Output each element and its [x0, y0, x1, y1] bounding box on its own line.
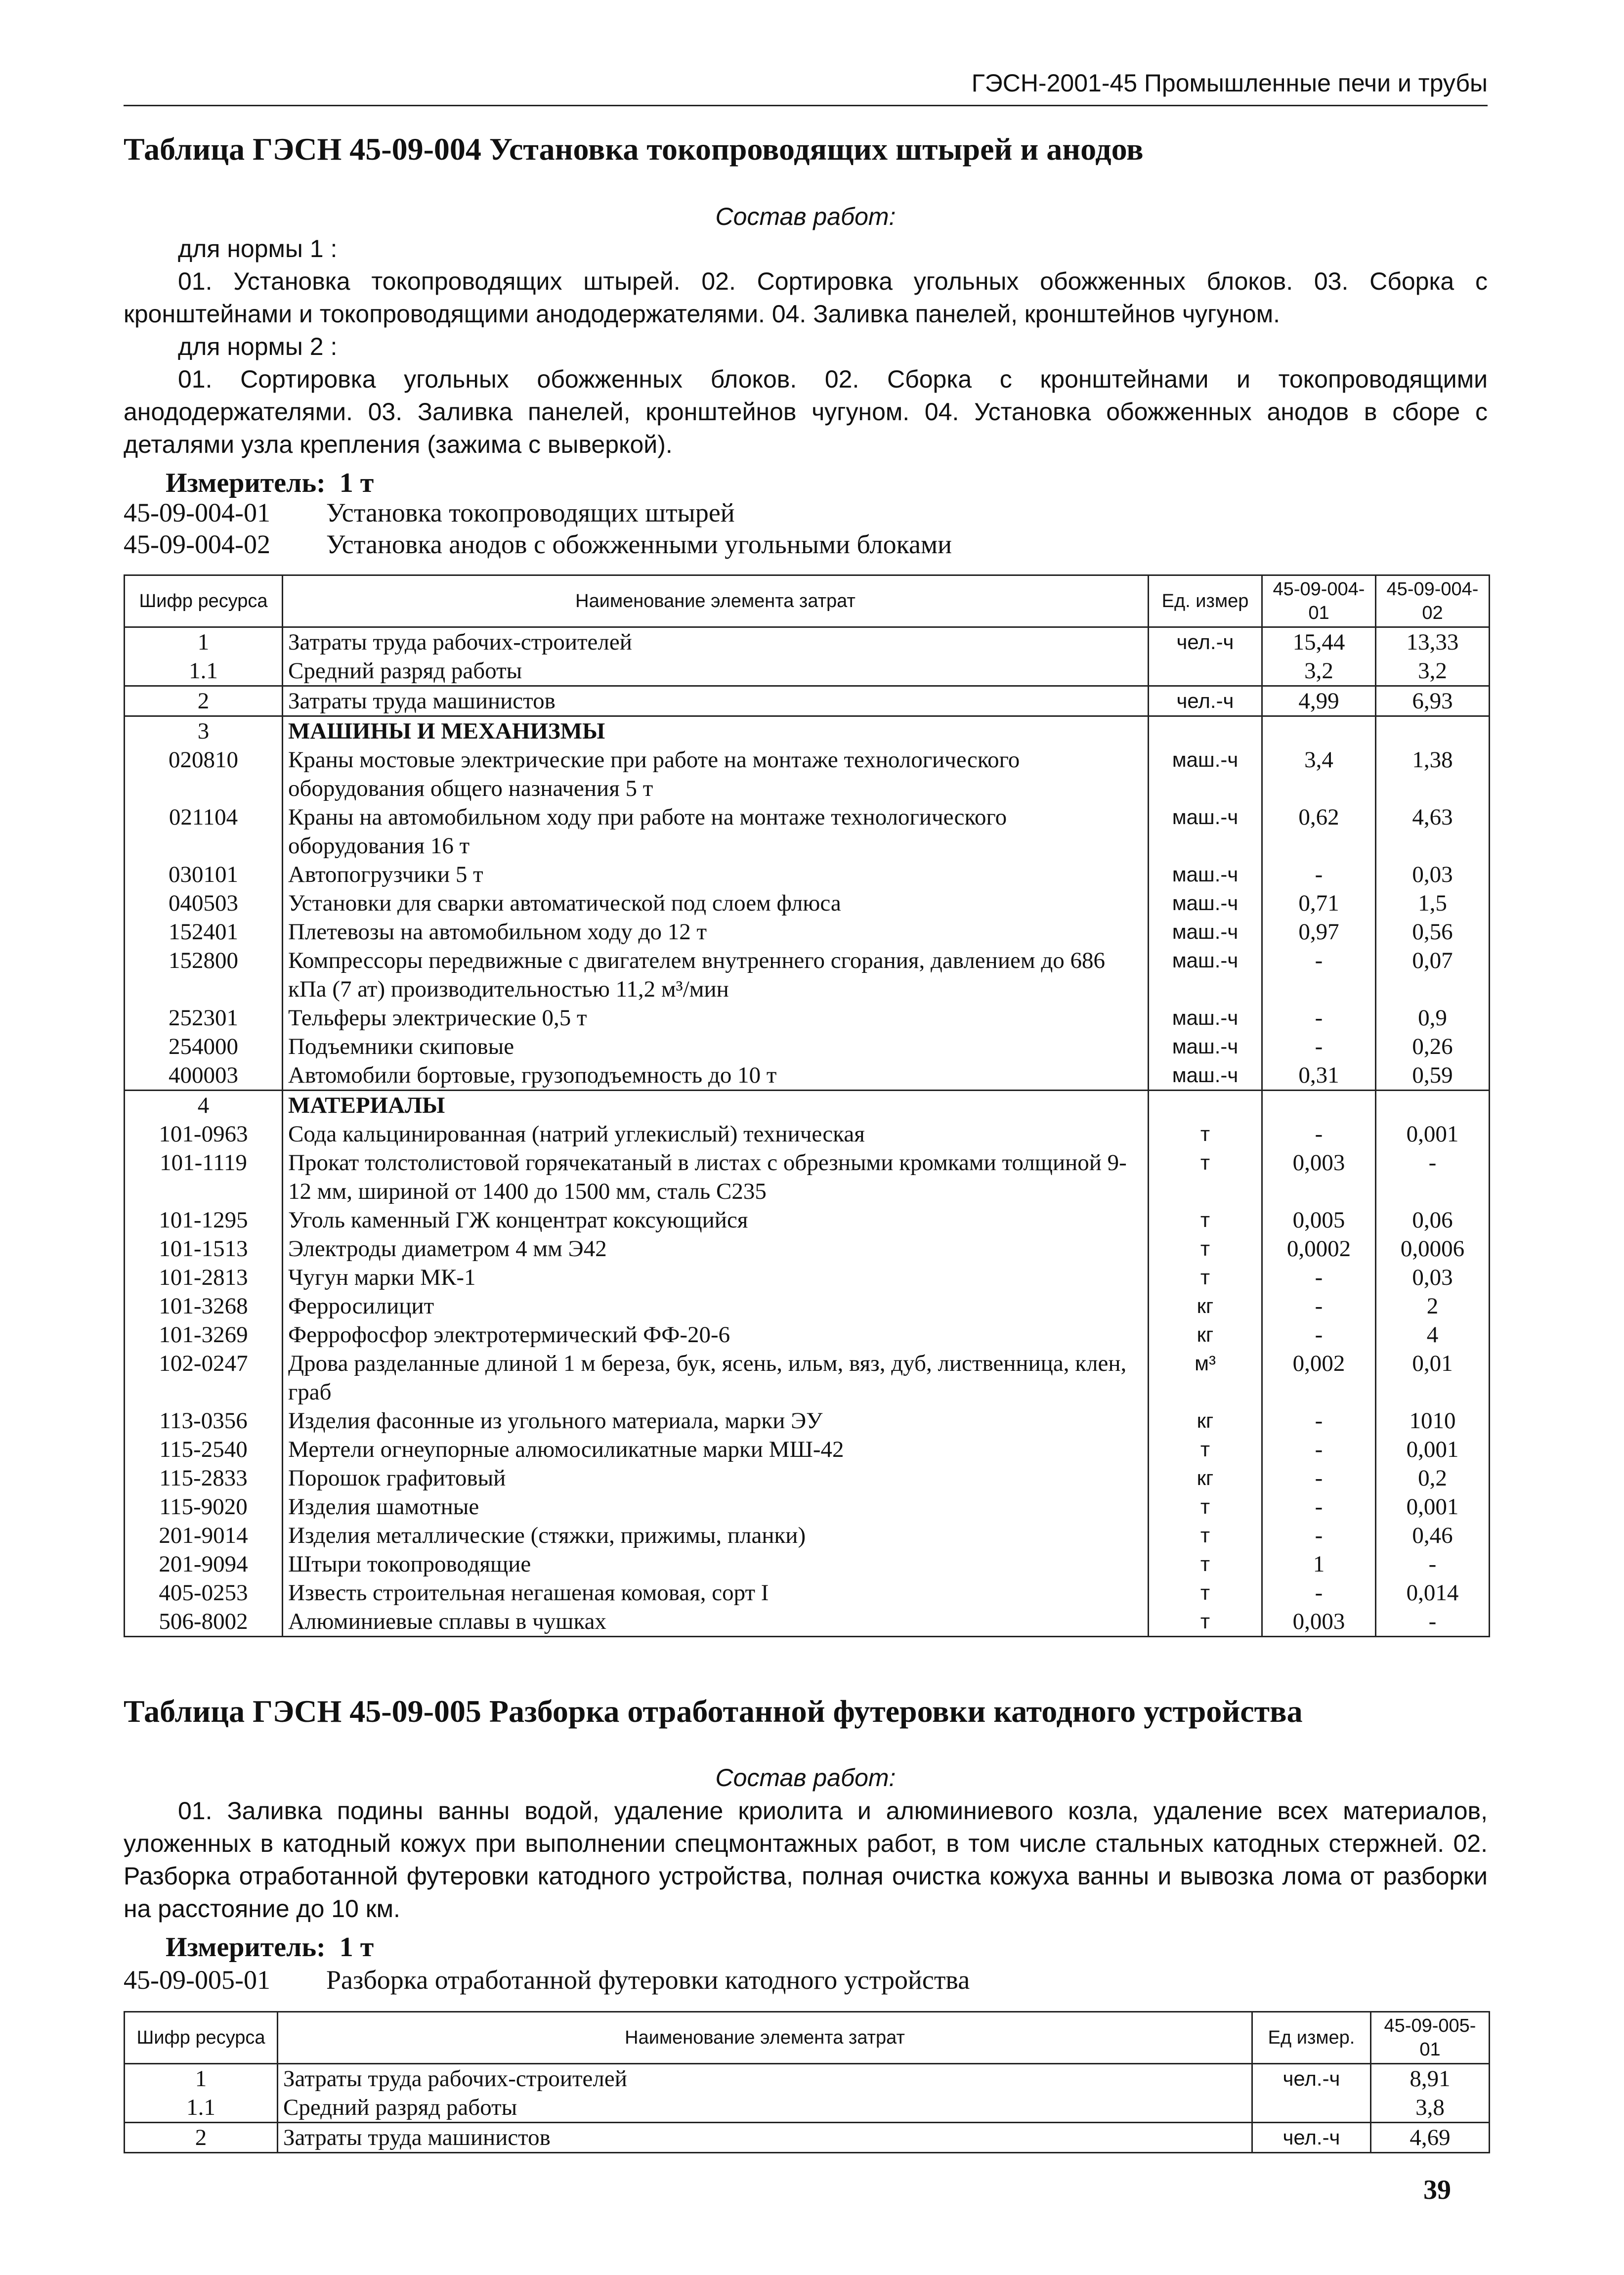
cell-norm1: -: [1262, 1320, 1376, 1349]
cell-code: 152401: [125, 918, 283, 946]
cell-name: Средний разряд работы: [278, 2093, 1252, 2123]
cell-unit: маш.-ч: [1149, 1004, 1262, 1032]
cell-name: Тельферы электрические 0,5 т: [283, 1004, 1149, 1032]
cell-norm1: 4,99: [1262, 686, 1376, 716]
header-rule: [124, 105, 1488, 106]
cell-name: Чугун марки МК-1: [283, 1263, 1149, 1292]
cell-code: 152800: [125, 946, 283, 1004]
cell-norm2: 1,38: [1376, 745, 1490, 803]
cell-norm1: 1: [1262, 1550, 1376, 1578]
table1-cost-table: [124, 574, 1490, 1637]
cell-unit: кг: [1149, 1320, 1262, 1349]
cell-code: 1.1: [125, 2093, 278, 2123]
cell-name: МАТЕРИАЛЫ: [283, 1091, 1149, 1120]
cell-norm1: 0,002: [1262, 1349, 1376, 1406]
measure-value: 1 т: [339, 468, 374, 498]
cell-norm2: 3,2: [1376, 656, 1490, 686]
cell-norm2: 0,9: [1376, 1004, 1490, 1032]
cell-code: 101-1513: [125, 1234, 283, 1263]
cell-unit: маш.-ч: [1149, 860, 1262, 889]
norm2-text: 01. Сортировка угольных обожженных блоков. 02. Сборка с кронштейнами и токопроводящими анододержателями. 03. Заливка панелей, кронштейнов чугуном. 04. Установка обожженных анодов в сборе с деталями узла крепления (зажима с выверкой).: [124, 365, 1488, 458]
cell-unit: кг: [1149, 1406, 1262, 1435]
cell-code: 101-3269: [125, 1320, 283, 1349]
table-row: [125, 1464, 1490, 1492]
cell-unit: т: [1149, 1148, 1262, 1206]
cell-name: Известь строительная негашеная комовая, сорт I: [283, 1578, 1149, 1607]
cell-unit: маш.-ч: [1149, 745, 1262, 803]
cell-norm2: 0,56: [1376, 918, 1490, 946]
cell-name: Дрова разделанные длиной 1 м береза, бук, ясень, ильм, вяз, дуб, лиственница, клен, граб: [283, 1349, 1149, 1406]
col-header-norm2: 45-09-004-02: [1376, 575, 1490, 627]
cell-code: 115-2540: [125, 1435, 283, 1464]
cell-name: Компрессоры передвижные с двигателем внутреннего сгорания, давлением до 686 кПа (7 ат) производительностью 11,2 м³/мин: [283, 946, 1149, 1004]
cell-code: 3: [125, 716, 283, 746]
cell-code: 4: [125, 1091, 283, 1120]
cell-code: 113-0356: [125, 1406, 283, 1435]
page-number: 39: [1423, 2175, 1451, 2205]
cell-norm2: 6,93: [1376, 686, 1490, 716]
table-row: [125, 686, 1490, 716]
cell-code: 2: [125, 2123, 278, 2153]
cell-code: 1.1: [125, 656, 283, 686]
cell-name: Прокат толстолистовой горячекатаный в листах с обрезными кромками толщиной 9-12 мм, шириной от 1400 до 1500 мм, сталь С235: [283, 1148, 1149, 1206]
table-row: [125, 1206, 1490, 1234]
cell-code: 405-0253: [125, 1578, 283, 1607]
cell-name: Порошок графитовый: [283, 1464, 1149, 1492]
cell-norm1: -: [1262, 860, 1376, 889]
cell-norm2: 0,46: [1376, 1521, 1490, 1550]
cell-norm1: 0,003: [1262, 1607, 1376, 1637]
cell-norm2: 0,06: [1376, 1206, 1490, 1234]
cell-unit: т: [1149, 1578, 1262, 1607]
cell-unit: кг: [1149, 1464, 1262, 1492]
cell-name: Феррофосфор электротермический ФФ-20-6: [283, 1320, 1149, 1349]
cell-unit: м³: [1149, 1349, 1262, 1406]
cell-norm1: 4,69: [1371, 2123, 1490, 2153]
table1-measure: [166, 467, 374, 499]
cell-code: 021104: [125, 803, 283, 860]
cell-norm1: 15,44: [1262, 627, 1376, 657]
cell-unit: т: [1149, 1550, 1262, 1578]
cell-code: 101-3268: [125, 1292, 283, 1320]
cell-unit: [1252, 2093, 1371, 2123]
cell-norm1: 0,71: [1262, 889, 1376, 918]
cell-name: Краны мостовые электрические при работе на монтаже технологического оборудования общего назначения 5 т: [283, 745, 1149, 803]
measure-label: Измеритель:: [166, 468, 326, 498]
cell-unit: [1149, 716, 1262, 746]
cell-name: Плетевозы на автомобильном ходу до 12 т: [283, 918, 1149, 946]
table-row: [125, 1435, 1490, 1464]
cell-name: Изделия металлические (стяжки, прижимы, планки): [283, 1521, 1149, 1550]
table-row: [125, 1349, 1490, 1406]
cell-unit: маш.-ч: [1149, 1032, 1262, 1061]
table-row: [125, 918, 1490, 946]
table-row: [125, 1234, 1490, 1263]
cell-norm1: 0,62: [1262, 803, 1376, 860]
cell-code: 101-1295: [125, 1206, 283, 1234]
cell-code: 400003: [125, 1061, 283, 1091]
cell-unit: [1149, 656, 1262, 686]
cell-norm1: -: [1262, 1292, 1376, 1320]
table-row: [125, 1320, 1490, 1349]
col-header-norm1: 45-09-005-01: [1371, 2012, 1490, 2064]
norm-name: Разборка отработанной футеровки катодного устройства: [326, 1965, 970, 1995]
norm-code: 45-09-004-02: [124, 529, 270, 559]
cell-norm2: 0,001: [1376, 1120, 1490, 1148]
cell-unit: маш.-ч: [1149, 918, 1262, 946]
table-row: [125, 1120, 1490, 1148]
table1-composition-label: Состав работ:: [715, 203, 896, 230]
cell-unit: т: [1149, 1234, 1262, 1263]
cell-norm1: 0,0002: [1262, 1234, 1376, 1263]
cell-name: Изделия фасонные из угольного материала, марки ЭУ: [283, 1406, 1149, 1435]
cell-norm2: 0,07: [1376, 946, 1490, 1004]
norm-code: 45-09-004-01: [124, 498, 270, 527]
cell-name: Штыри токопроводящие: [283, 1550, 1149, 1578]
cell-norm2: 1010: [1376, 1406, 1490, 1435]
cell-unit: кг: [1149, 1292, 1262, 1320]
cell-norm1: -: [1262, 1435, 1376, 1464]
cell-name: Изделия шамотные: [283, 1492, 1149, 1521]
norm-code: 45-09-005-01: [124, 1965, 270, 1995]
measure-value: 1 т: [339, 1932, 374, 1963]
cell-code: 030101: [125, 860, 283, 889]
cell-norm2: 0,01: [1376, 1349, 1490, 1406]
table-row: [125, 1578, 1490, 1607]
cell-norm1: 0,005: [1262, 1206, 1376, 1234]
table2-composition-label: Состав работ:: [715, 1764, 896, 1792]
cell-norm2: 0,014: [1376, 1578, 1490, 1607]
table-row: [125, 1091, 1490, 1120]
table-row: [125, 656, 1490, 686]
cell-norm1: [1262, 716, 1376, 746]
cell-norm1: 0,003: [1262, 1148, 1376, 1206]
table-header-row: [125, 575, 1490, 627]
cell-norm2: 0,03: [1376, 860, 1490, 889]
cell-norm2: 2: [1376, 1292, 1490, 1320]
cell-name: Сода кальцинированная (натрий углекислый) техническая: [283, 1120, 1149, 1148]
col-header-unit: Ед. измер: [1149, 575, 1262, 627]
cell-code: 101-1119: [125, 1148, 283, 1206]
cell-code: 101-2813: [125, 1263, 283, 1292]
cell-code: 040503: [125, 889, 283, 918]
col-header-name: Наименование элемента затрат: [278, 2012, 1252, 2064]
table-row: [125, 1550, 1490, 1578]
table-row: [125, 2123, 1490, 2153]
cell-unit: т: [1149, 1521, 1262, 1550]
table-row: [125, 2093, 1490, 2123]
cell-unit: чел.-ч: [1252, 2123, 1371, 2153]
norm-code-row: [124, 528, 952, 561]
cell-name: Затраты труда машинистов: [278, 2123, 1252, 2153]
table-row: [125, 1263, 1490, 1292]
cell-name: Электроды диаметром 4 мм Э42: [283, 1234, 1149, 1263]
cell-unit: маш.-ч: [1149, 946, 1262, 1004]
cell-norm1: -: [1262, 1464, 1376, 1492]
cell-code: 201-9014: [125, 1521, 283, 1550]
table-header-row: [125, 2012, 1490, 2064]
cell-code: 1: [125, 2064, 278, 2094]
cell-name: МАШИНЫ И МЕХАНИЗМЫ: [283, 716, 1149, 746]
cell-code: 254000: [125, 1032, 283, 1061]
col-header-norm1: 45-09-004-01: [1262, 575, 1376, 627]
table-row: [125, 1292, 1490, 1320]
cell-norm2: 0,26: [1376, 1032, 1490, 1061]
table2-text: 01. Заливка подины ванны водой, удаление криолита и алюминиевого козла, удаление всех материалов, уложенных в катодный кожух при выполнении спецмонтажных работ, в том числе стальных катодных стержней. 02. Разборка отработанной футеровки катодного устройства, полная очистка кожуха ванны и вывозка лома от разборки на расстояние до 10 км.: [124, 1797, 1488, 1923]
cell-name: Краны на автомобильном ходу при работе на монтаже технологического оборудования 16 т: [283, 803, 1149, 860]
cell-norm1: 0,97: [1262, 918, 1376, 946]
norm1-text: 01. Установка токопроводящих штырей. 02. Сортировка угольных обожженных блоков. 03. Сборка с кронштейнами и токопроводящими анододержателями. 04. Заливка панелей, кронштейнов чугуном.: [124, 267, 1488, 328]
cell-unit: маш.-ч: [1149, 1061, 1262, 1091]
cell-norm2: -: [1376, 1148, 1490, 1206]
cell-norm1: [1262, 1091, 1376, 1120]
cell-code: 101-0963: [125, 1120, 283, 1148]
cell-norm1: -: [1262, 1004, 1376, 1032]
norm2-label: для нормы 2 :: [178, 333, 338, 360]
cell-unit: т: [1149, 1607, 1262, 1637]
cell-norm2: -: [1376, 1550, 1490, 1578]
cell-name: Автопогрузчики 5 т: [283, 860, 1149, 889]
cell-norm1: 3,2: [1262, 656, 1376, 686]
cell-name: Уголь каменный ГЖ концентрат коксующийся: [283, 1206, 1149, 1234]
cell-name: Затраты труда рабочих-строителей: [278, 2064, 1252, 2094]
cell-norm2: 0,03: [1376, 1263, 1490, 1292]
cell-norm2: [1376, 1091, 1490, 1120]
cell-code: 102-0247: [125, 1349, 283, 1406]
cell-code: 115-9020: [125, 1492, 283, 1521]
cell-norm1: -: [1262, 946, 1376, 1004]
norm-code-row: [124, 1964, 970, 1996]
table-row: [125, 1148, 1490, 1206]
cell-norm1: -: [1262, 1032, 1376, 1061]
cell-norm2: 0,001: [1376, 1435, 1490, 1464]
table-row: [125, 1004, 1490, 1032]
norm-name: Установка анодов с обожженными угольными блоками: [326, 529, 952, 559]
table2-measure: [166, 1931, 374, 1964]
table-row: [125, 803, 1490, 860]
table-row: [125, 1061, 1490, 1091]
cell-name: Ферросилицит: [283, 1292, 1149, 1320]
cell-norm1: -: [1262, 1578, 1376, 1607]
norm-name: Установка токопроводящих штырей: [326, 498, 735, 527]
table-row: [125, 1521, 1490, 1550]
cell-unit: т: [1149, 1435, 1262, 1464]
cell-name: Затраты труда рабочих-строителей: [283, 627, 1149, 657]
cell-norm1: 3,8: [1371, 2093, 1490, 2123]
cell-code: 252301: [125, 1004, 283, 1032]
cell-norm1: -: [1262, 1263, 1376, 1292]
cell-unit: чел.-ч: [1149, 686, 1262, 716]
cell-name: Установки для сварки автоматической под слоем флюса: [283, 889, 1149, 918]
cell-norm1: 8,91: [1371, 2064, 1490, 2094]
cell-norm2: 0,0006: [1376, 1234, 1490, 1263]
measure-label: Измеритель:: [166, 1932, 326, 1963]
cell-norm1: 3,4: [1262, 745, 1376, 803]
cell-unit: маш.-ч: [1149, 803, 1262, 860]
table-row: [125, 946, 1490, 1004]
cell-norm2: -: [1376, 1607, 1490, 1637]
cell-unit: чел.-ч: [1252, 2064, 1371, 2094]
cell-unit: чел.-ч: [1149, 627, 1262, 657]
table-row: [125, 1406, 1490, 1435]
table-row: [125, 1607, 1490, 1637]
cell-name: Мертели огнеупорные алюмосиликатные марки МШ-42: [283, 1435, 1149, 1464]
cell-norm1: -: [1262, 1120, 1376, 1148]
cell-name: Средний разряд работы: [283, 656, 1149, 686]
cell-code: 1: [125, 627, 283, 657]
cell-unit: т: [1149, 1263, 1262, 1292]
cell-norm2: 0,2: [1376, 1464, 1490, 1492]
cell-norm1: -: [1262, 1406, 1376, 1435]
cell-norm2: 4: [1376, 1320, 1490, 1349]
table-row: [125, 2064, 1490, 2094]
table-row: [125, 1032, 1490, 1061]
cell-norm1: -: [1262, 1492, 1376, 1521]
cell-code: 506-8002: [125, 1607, 283, 1637]
table-row: [125, 627, 1490, 657]
table1-title: Таблица ГЭСН 45-09-004 Установка токопроводящих штырей и анодов: [124, 131, 1144, 167]
cell-code: 115-2833: [125, 1464, 283, 1492]
cell-norm2: 0,001: [1376, 1492, 1490, 1521]
cell-norm2: 4,63: [1376, 803, 1490, 860]
cell-code: 2: [125, 686, 283, 716]
table-row: [125, 716, 1490, 746]
cell-code: 201-9094: [125, 1550, 283, 1578]
cell-norm2: [1376, 716, 1490, 746]
cell-name: Алюминиевые сплавы в чушках: [283, 1607, 1149, 1637]
cell-code: 020810: [125, 745, 283, 803]
table1-composition-text: [124, 232, 1488, 461]
col-header-name: Наименование элемента затрат: [283, 575, 1149, 627]
col-header-unit: Ед измер.: [1252, 2012, 1371, 2064]
cell-norm2: 13,33: [1376, 627, 1490, 657]
table2-title: Таблица ГЭСН 45-09-005 Разборка отработанной футеровки катодного устройства: [124, 1694, 1303, 1729]
cell-norm1: -: [1262, 1521, 1376, 1550]
table-row: [125, 889, 1490, 918]
table2-cost-table: [124, 2011, 1490, 2153]
col-header-code: Шифр ресурса: [125, 2012, 278, 2064]
cell-unit: маш.-ч: [1149, 889, 1262, 918]
cell-unit: т: [1149, 1120, 1262, 1148]
cell-unit: т: [1149, 1206, 1262, 1234]
cell-name: Автомобили бортовые, грузоподъемность до 10 т: [283, 1061, 1149, 1091]
table2-composition-text: [124, 1794, 1488, 1925]
running-header: ГЭСН-2001-45 Промышленные печи и трубы: [971, 69, 1488, 97]
table-row: [125, 745, 1490, 803]
cell-norm2: 1,5: [1376, 889, 1490, 918]
cell-norm2: 0,59: [1376, 1061, 1490, 1091]
cell-norm1: 0,31: [1262, 1061, 1376, 1091]
table-row: [125, 860, 1490, 889]
norm1-label: для нормы 1 :: [178, 235, 338, 262]
cell-unit: т: [1149, 1492, 1262, 1521]
cell-name: Подъемники скиповые: [283, 1032, 1149, 1061]
cell-name: Затраты труда машинистов: [283, 686, 1149, 716]
table-row: [125, 1492, 1490, 1521]
col-header-code: Шифр ресурса: [125, 575, 283, 627]
cell-unit: [1149, 1091, 1262, 1120]
norm-code-row: [124, 496, 735, 529]
